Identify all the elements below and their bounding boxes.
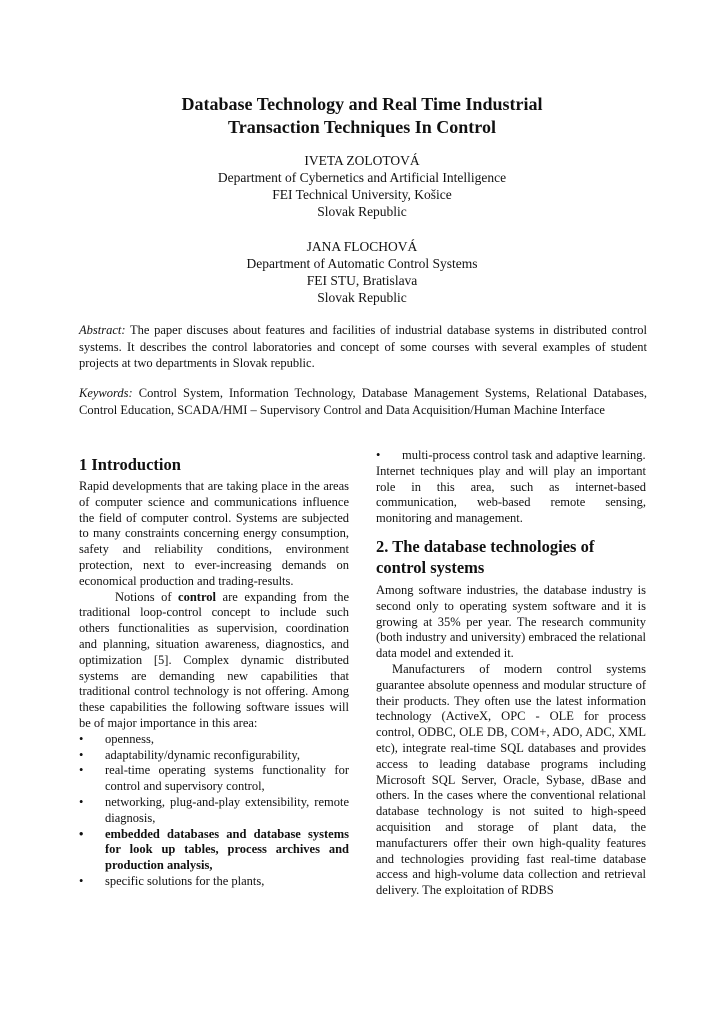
list-item-text: openness,: [105, 731, 154, 746]
right-column: [376, 448, 646, 899]
keywords: [79, 385, 647, 418]
list-item: [79, 795, 349, 827]
keywords-label: Keywords:: [79, 386, 133, 400]
bullet-icon: •: [79, 747, 84, 762]
bullet-icon: •: [79, 873, 84, 888]
author-department: Department of Automatic Control Systems: [246, 256, 478, 271]
software-issues-list: [79, 732, 349, 890]
author-university: FEI Technical University, Košice: [272, 187, 452, 202]
author-department: Department of Cybernetics and Artificial Intelligence: [217, 170, 507, 185]
bullet-icon: •: [79, 826, 84, 841]
author-country: Slovak Republic: [317, 290, 407, 305]
paper-title: [0, 93, 724, 139]
internet-paragraph: Internet techniques play and will play an important role in this area, such as internet-based communication, web-based remote sensing, monitoring and management.: [376, 463, 646, 526]
list-item: [79, 827, 349, 874]
title-line-2: Transaction Techniques In Control: [228, 117, 496, 137]
author-block-2: [0, 238, 724, 306]
bullet-icon: •: [79, 794, 84, 809]
db-paragraph-1: Among software industries, the database industry is second only to operating system software and it is growing at 35% per year. The research community (both industry and university) embraced the relational data model and extended it.: [376, 582, 646, 661]
left-column: [79, 448, 349, 890]
intro-p2-bold: control: [178, 589, 217, 604]
intro-p2-rest: are expanding from the traditional loop-control concept to include such others functionalities as supervision, coordination and planning, situation awareness, diagnostics, and optimization [5]. Complex dynamic distributed systems are demanding new capabilities that traditional control technology is not offering. Among these capabilities the following software issues will be of major importance in this area:: [79, 589, 349, 730]
keywords-text: Control System, Information Technology, Database Management Systems, Relational Databases, Control Education, SCADA/HMI – Supervisory Control and Data Acquisition/Human Machine Interface: [79, 386, 647, 417]
intro-paragraph-1: Rapid developments that are taking place in the areas of computer science and communications influence the field of computer control. Systems are subjected to many constraints concerning energy consumption, safety and reliability conditions, environment protection, next to ever-increasing demands on economical production and trading-results.: [79, 479, 349, 588]
list-item-text: multi-process control task and adaptive learning.: [402, 448, 646, 462]
abstract-label: Abstract:: [79, 323, 126, 337]
list-item: [79, 763, 349, 795]
list-item: [376, 448, 646, 464]
author-country: Slovak Republic: [317, 204, 407, 219]
author-name: IVETA ZOLOTOVÁ: [304, 153, 420, 168]
bullet-icon: •: [376, 448, 381, 462]
list-item: [79, 874, 349, 890]
abstract-text: The paper discuses about features and facilities of industrial database systems in distributed control systems. It describes the control laboratories and concept of some courses with several examples of student projects at two departments in Slovak republic.: [79, 323, 647, 370]
section-1-heading: 1 Introduction: [79, 455, 181, 474]
list-item-text: real-time operating systems functionality for control and supervisory control,: [105, 763, 349, 794]
author-name: JANA FLOCHOVÁ: [306, 239, 418, 254]
list-item-text: specific solutions for the plants,: [105, 873, 265, 888]
author-university: FEI STU, Bratislava: [306, 273, 418, 288]
section-2-heading: 2. The database technologies of control systems: [376, 536, 595, 577]
intro-paragraph-2: [79, 590, 349, 732]
bullet-icon: •: [79, 763, 84, 778]
db-paragraph-2: Manufacturers of modern control systems guarantee absolute openness and modular structure of their products. They often use the latest information technology (ActiveX, OPC - OLE for process control, ODBC, OLE DB, COM+, ADO, ADC, XML etc), integrate real-time SQL databases and provides access to leading database programs including Microsoft SQL Server, Oracle, Sybase, dBase and others. In the cases where the conventional relational database technology is not suited to high-speed acquisition and storage of plant data, the manufacturers offer their own high-quality features and technologies providing fast real-time database access and high-volume data collection and retrieval delivery. The exploitation of RDBS: [376, 661, 646, 898]
abstract: [79, 322, 647, 372]
list-item: [79, 732, 349, 748]
continued-list: [376, 448, 646, 464]
list-item-text: adaptability/dynamic reconfigurability,: [105, 747, 300, 762]
list-item-text: embedded databases and database systems for look up tables, process archives and production analysis,: [105, 826, 349, 873]
bullet-icon: •: [79, 731, 84, 746]
author-block-1: [0, 152, 724, 220]
list-item-text: networking, plug-and-play extensibility, remote diagnosis,: [105, 794, 349, 825]
intro-p2-start: Notions of: [115, 589, 179, 604]
title-line-1: Database Technology and Real Time Industrial: [181, 94, 543, 114]
list-item: [79, 748, 349, 764]
